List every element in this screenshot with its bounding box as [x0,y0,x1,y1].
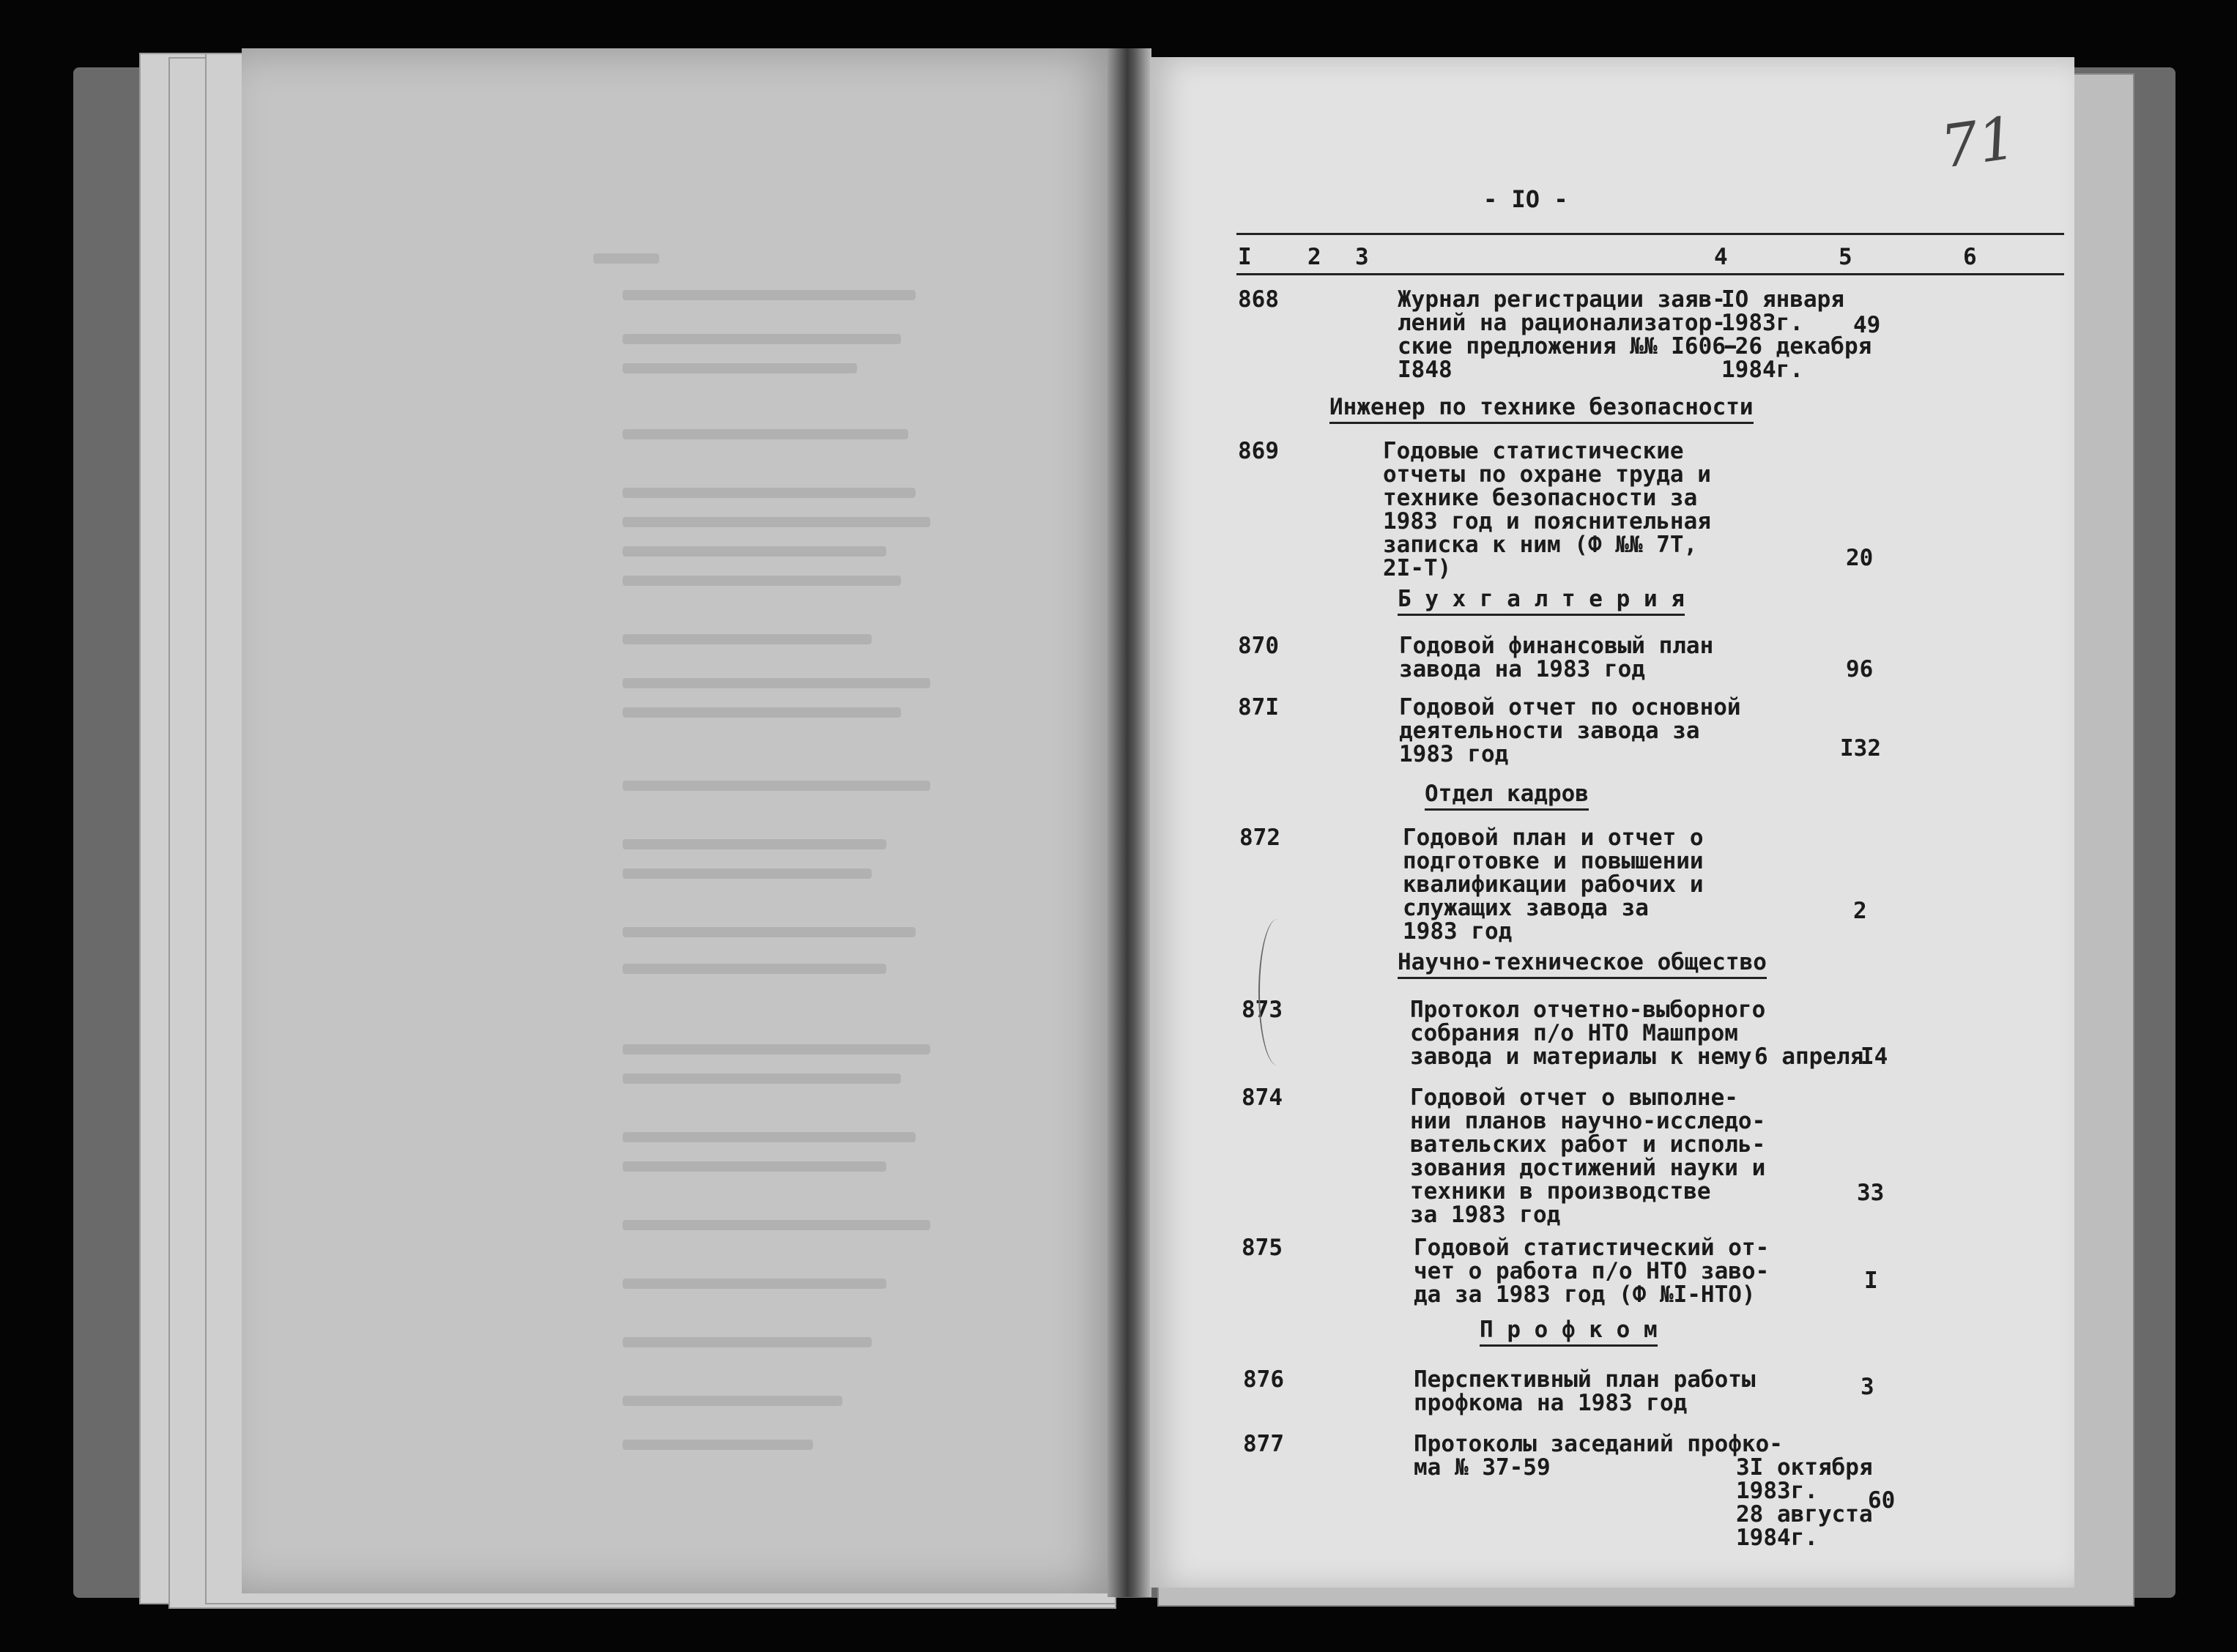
entry-count: I4 [1861,1043,1888,1070]
entry-count: 49 [1853,312,1881,338]
section-heading: Отдел кадров [1425,781,1589,811]
right-page [1150,57,2074,1588]
entry-title: Годовые статистические отчеты по охране труда и технике безопасности за 1983 год и пояснительная записка к ним (Ф №№ 7Т, 2I-Т) [1383,438,1711,581]
entry-title: Годовой статистический от- чет о работа п/о НТО заво- да за 1983 год (Ф №I-НТО) [1414,1235,1770,1308]
entry-number: 87I [1238,694,1279,721]
entry-count: I [1864,1268,1878,1294]
entry-number: 873 [1242,997,1283,1023]
section-heading: Научно-техническое общество [1398,949,1767,979]
col-header-5: 5 [1839,244,1852,270]
entry-count: 96 [1846,656,1874,682]
entry-date: 6 апреля [1754,1043,1864,1070]
entry-number: 870 [1238,633,1279,659]
page-number: - IO - [1483,185,1568,213]
entry-number: 874 [1242,1084,1283,1111]
col-header-3: 3 [1355,244,1369,270]
page-curl-line [1258,919,1296,1065]
entry-number: 875 [1242,1235,1283,1261]
entry-number: 868 [1238,286,1279,313]
entry-count: 60 [1868,1487,1896,1514]
header-rule-bottom [1236,273,2064,275]
folio-number: 71 [1937,103,2020,182]
entry-title: Годовой отчет по основной деятельности завода за 1983 год [1399,694,1741,767]
entry-date: IO января 1983г. -26 декабря 1984г. [1721,286,1872,383]
left-page [242,48,1121,1593]
entry-title: Годовой финансовый план завода на 1983 год [1399,633,1714,682]
entry-title: Протокол отчетно-выборного собрания п/о НТО Машпром завода и материалы к нему [1410,997,1766,1070]
entry-title: Перспективный план работы профкома на 1983 год [1414,1366,1756,1416]
col-header-1: I [1238,244,1252,270]
section-heading: Инженер по технике безопасности [1329,394,1754,424]
entry-count: 33 [1857,1180,1885,1206]
entry-number: 869 [1238,438,1279,464]
col-header-6: 6 [1963,244,1977,270]
entry-title: Протоколы заседаний профко- ма № 37-59 [1414,1431,1783,1481]
entry-title: Годовой план и отчет о подготовке и повышении квалификации рабочих и служащих завода за 1983 год [1403,825,1704,945]
col-header-4: 4 [1714,244,1728,270]
entry-count: I32 [1840,735,1881,762]
entry-number: 877 [1243,1431,1284,1457]
section-heading: Б у х г а л т е р и я [1398,586,1685,616]
entry-count: 20 [1846,545,1874,571]
entry-title: Годовой отчет о выполне- нии планов научно-исследо- вательских работ и исполь- зования достижений науки и техники в производстве за 1983 год [1410,1084,1766,1228]
entry-date: 3I октября 1983г. 28 августа 1984г. [1736,1454,1873,1551]
entry-count: 2 [1853,898,1867,924]
bleed-through-text [242,48,1121,1593]
book-gutter [1108,48,1151,1597]
section-heading: П р о ф к о м [1480,1317,1658,1347]
col-header-2: 2 [1307,244,1321,270]
entry-title: Журнал регистрации заяв- лений на рационализатор- ские предложения №№ I606- I848 [1398,286,1740,383]
entry-number: 872 [1239,825,1280,851]
entry-count: 3 [1861,1374,1874,1400]
entry-number: 876 [1243,1366,1284,1393]
header-rule-top [1236,233,2064,235]
